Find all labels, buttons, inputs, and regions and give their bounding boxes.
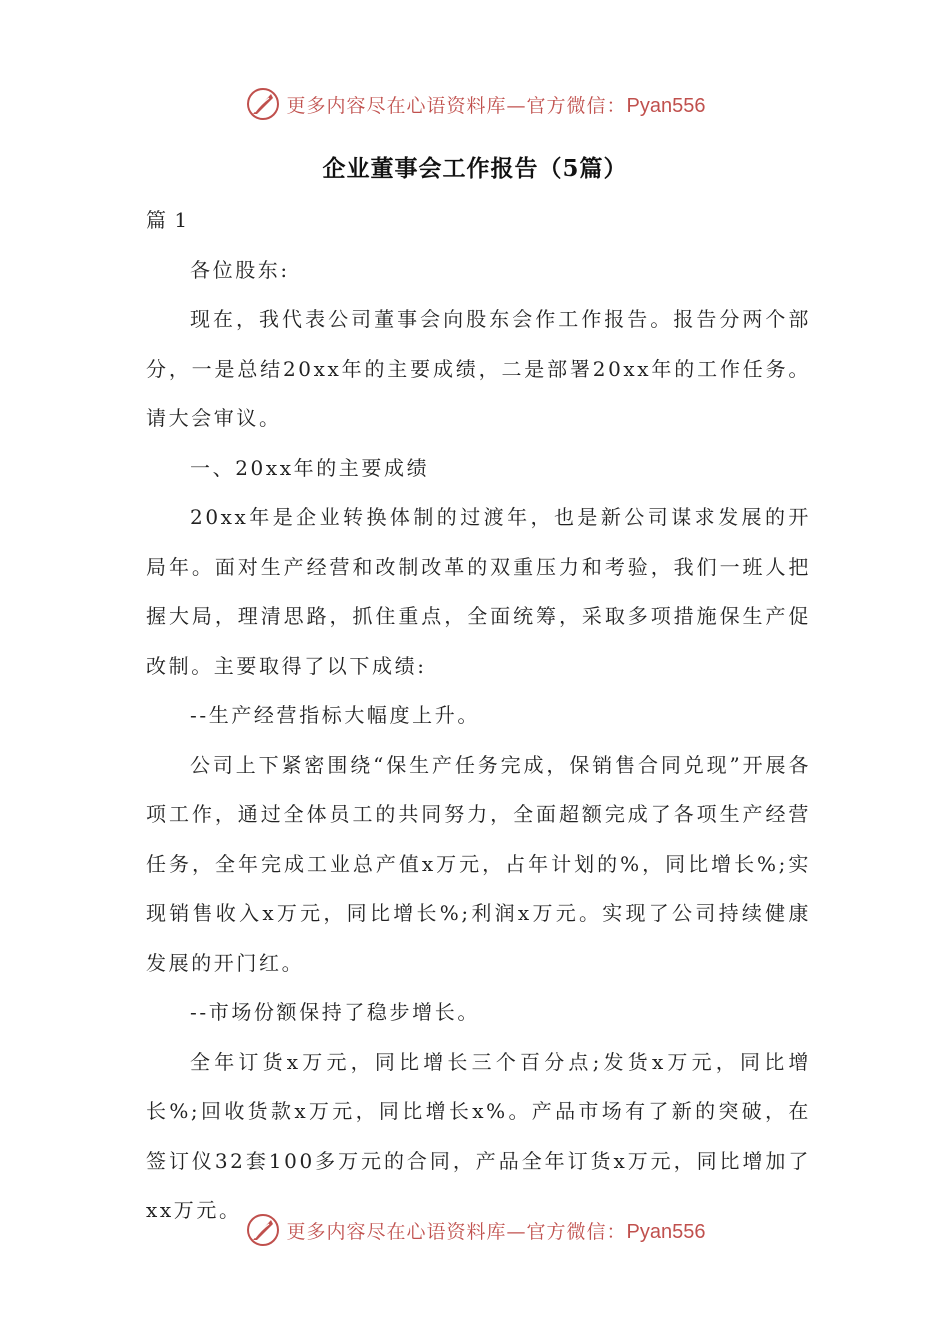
paragraph: 全年订货x万元，同比增长三个百分点;发货x万元，同比增长%;回收货款x万元，同比增长x%。产品市场有了新的突破，在签订仪32套100多万元的合同，产品全年订货x万元，同比增加了xx万元。 bbox=[146, 1049, 811, 1222]
section-heading: 篇 1 bbox=[146, 208, 189, 232]
paragraph: 20xx年是企业转换体制的过渡年，也是新公司谋求发展的开局年。面对生产经营和改制改革的双重压力和考验，我们一班人把握大局，理清思路，抓住重点，全面统筹，采取多项措施保生产促改制。主要取得了以下成绩: bbox=[146, 505, 811, 678]
paragraph: 各位股东: bbox=[190, 257, 290, 282]
watermark-text: 更多内容尽在心语资料库—官方微信：Pyan556 bbox=[286, 1220, 706, 1243]
quill-logo-icon bbox=[245, 1212, 281, 1248]
paragraph: 一、20xx年的主要成绩 bbox=[190, 455, 430, 480]
document-title: 企业董事会工作报告（5篇） bbox=[322, 155, 628, 182]
paragraph: --生产经营指标大幅度上升。 bbox=[190, 703, 480, 727]
paragraph: 公司上下紧密围绕“保生产任务完成，保销售合同兑现”开展各项工作，通过全体员工的共同努力，全面超额完成了各项生产经营任务，全年完成工业总产值x万元，占年计划的%，同比增长%;实现销售收入x万元，同比增长%;利润x万元。实现了公司持续健康发展的开门红。 bbox=[146, 752, 811, 975]
quill-logo-icon bbox=[245, 86, 281, 122]
document-body bbox=[146, 196, 811, 1236]
watermark-banner-bottom bbox=[0, 1210, 950, 1250]
paragraph: --市场份额保持了稳步增长。 bbox=[190, 1000, 480, 1024]
watermark-banner-top bbox=[0, 84, 950, 124]
paragraph: 现在，我代表公司董事会向股东会作工作报告。报告分两个部分，一是总结20xx年的主要成绩，二是部署20xx年的工作任务。请大会审议。 bbox=[146, 307, 811, 430]
watermark-text: 更多内容尽在心语资料库—官方微信：Pyan556 bbox=[286, 94, 706, 117]
